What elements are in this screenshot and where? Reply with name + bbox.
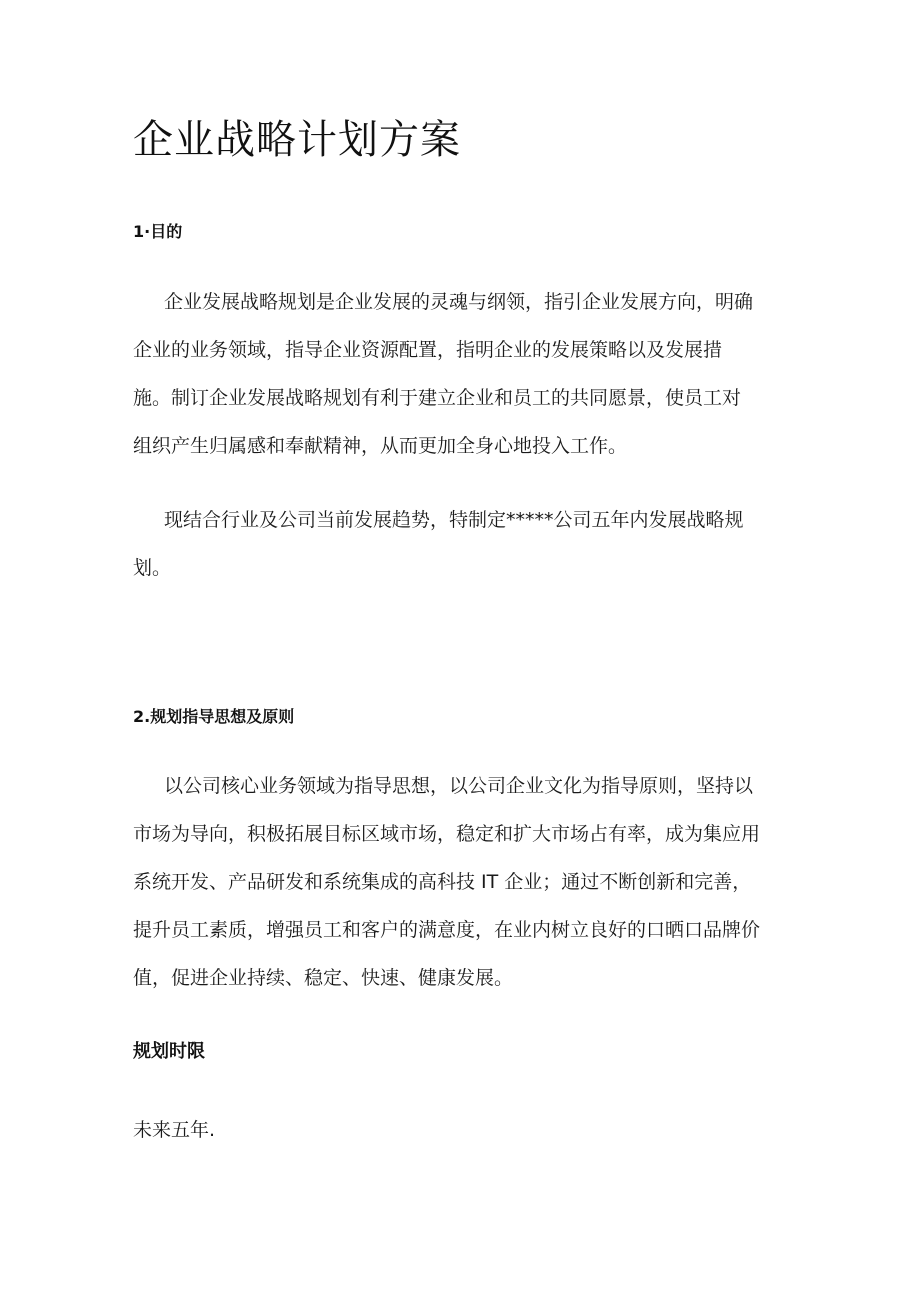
section-heading-principles: 2.规划指导思想及原则: [133, 707, 295, 726]
paragraph-line: 划。: [133, 557, 172, 579]
paragraph-line: 系统开发、产品研发和系统集成的高科技 IT 企业；通过不断创新和完善，: [133, 871, 752, 893]
paragraph-line: 值，促进企业持续、稳定、快速、健康发展。: [133, 967, 514, 989]
paragraph-purpose-2: [133, 496, 801, 592]
paragraph-line: 以公司核心业务领域为指导思想，以公司企业文化为指导原则，坚持以: [164, 775, 754, 797]
section-heading-timeframe: 规划时限: [133, 1041, 205, 1062]
section-heading-purpose: 1·目的: [133, 222, 183, 241]
paragraph-line: 施。制订企业发展战略规划有利于建立企业和员工的共同愿景，使员工对: [133, 387, 742, 409]
paragraph-line: 企业的业务领域，指导企业资源配置，指明企业的发展策略以及发展措: [133, 339, 723, 361]
document-title: 企业战略计划方案: [133, 117, 461, 163]
timeframe-text: 未来五年.: [133, 1119, 216, 1141]
paragraph-line: 组织产生归属感和奉献精神，从而更加全身心地投入工作。: [133, 435, 628, 457]
paragraph-line: 现结合行业及公司当前发展趋势，特制定*****公司五年内发展战略规: [164, 509, 744, 531]
paragraph-line: 企业发展战略规划是企业发展的灵魂与纲领，指引企业发展方向，明确: [164, 291, 754, 313]
paragraph-line: 提升员工素质，增强员工和客户的满意度，在业内树立良好的口晒口品牌价: [133, 919, 761, 941]
paragraph-purpose-1: [133, 278, 801, 470]
paragraph-principles: [133, 762, 801, 1002]
paragraph-line: 市场为导向，积极拓展目标区域市场，稳定和扩大市场占有率，成为集应用: [133, 823, 761, 845]
